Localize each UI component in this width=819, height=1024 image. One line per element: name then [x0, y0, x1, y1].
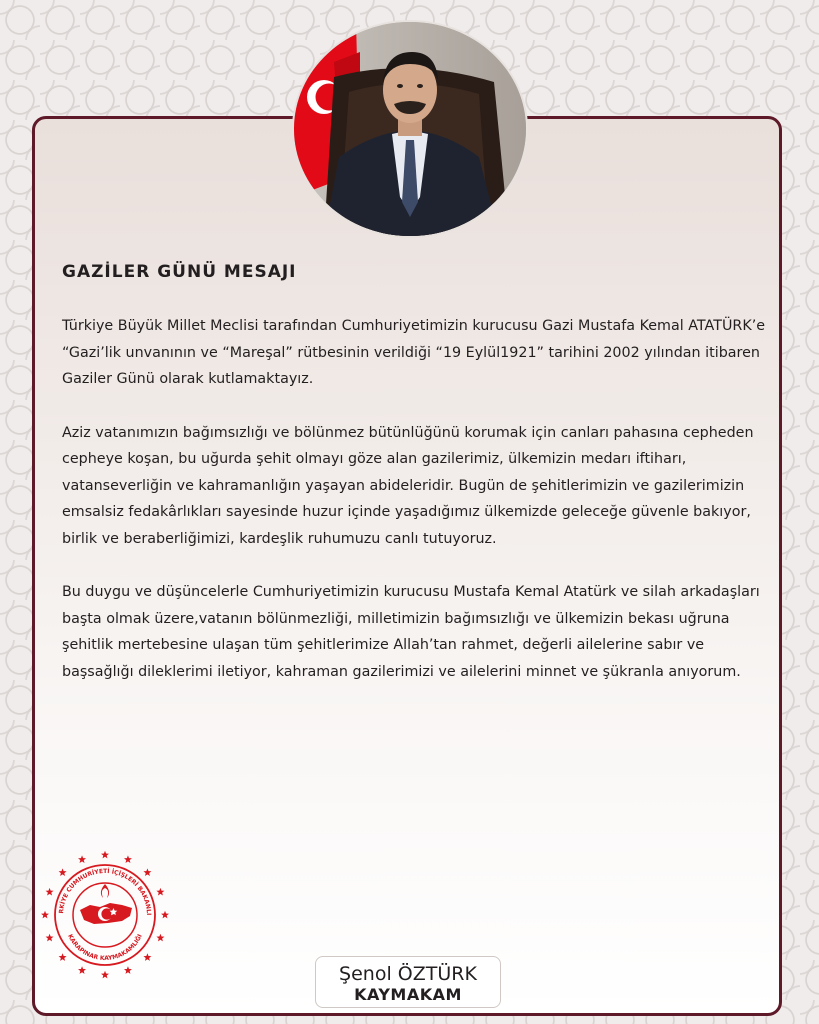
seal-star-icon	[156, 888, 164, 896]
seal-star-icon	[161, 911, 169, 919]
district-governorship-seal	[38, 848, 172, 982]
seal-star-icon	[78, 966, 86, 974]
portrait-photo	[292, 20, 528, 238]
seal-star-icon	[101, 851, 109, 859]
seal-star-icon	[124, 966, 132, 974]
seal-star-icon	[46, 934, 54, 942]
signatory-title: KAYMAKAM	[354, 985, 462, 1004]
message-paragraph: Bu duygu ve düşüncelerle Cumhuriyetimizin kurucusu Mustafa Kemal Atatürk ve silah arkadaşları başta olmak üzere,vatanın bölünmezliği, milletimizin bağımsızlığı ve ülkemizin bekası uğruna şehitlik mertebesine ulaşan tüm şehitlerimize Allah’tan rahmet, değerli ailelerine sabır ve başsağlığı dileklerimi iletiyor, kahraman gazilerimizi ve ailelerini minnet ve şükranla anıyorum.	[62, 584, 760, 680]
message-paragraph: Aziz vatanımızın bağımsızlığı ve bölünmez bütünlüğünü korumak için canları pahasına cepheden cepheye koşan, bu uğurda şehit olmayı göze alan gazilerimiz, ülkemizin medarı iftiharı, vatanseverliğin ve kahramanlığın yaşayan abideleridir. Bugün de şehitlerimizin ve gazilerimizin emsalsiz fedakârlıkları sayesinde huzur içinde yaşadığımız ülkemizde geleceğe güvenle bakıyor, birlik ve beraberliğimizi, kardeşlik ruhumuzu canlı tutuyoruz.	[62, 424, 754, 547]
seal-star-icon	[101, 971, 109, 979]
seal-star-icon	[78, 855, 86, 863]
seal-bottom-text: KARAPINAR KAYMAKAMLIĞI	[66, 933, 144, 963]
seal-top-text: RKİYE CUMHURİYETİ İÇİŞLERİ BAKANLI	[57, 867, 153, 916]
seal-star-icon	[143, 868, 151, 876]
seal-star-icon	[124, 855, 132, 863]
seal-star-icon	[59, 953, 67, 961]
seal-star-icon	[59, 868, 67, 876]
message-paragraph: Türkiye Büyük Millet Meclisi tarafından Cumhuriyetimizin kurucusu Gazi Mustafa Kemal ATATÜRK’e “Gazi’lik unvanının ve “Mareşal” rütbesinin verildiği “19 Eylül1921” tarihini 2002 yılından itibaren Gaziler Günü olarak kutlamaktayız.	[62, 318, 766, 387]
seal-star-icon	[156, 934, 164, 942]
signature-box	[315, 956, 501, 1008]
seal-star-icon	[46, 888, 54, 896]
seal-star-icon	[143, 953, 151, 961]
message-body	[62, 313, 768, 712]
signatory-name: Şenol ÖZTÜRK	[339, 963, 477, 985]
seal-star-icon	[41, 911, 49, 919]
message-title: GAZİLER GÜNÜ MESAJI	[62, 262, 297, 282]
